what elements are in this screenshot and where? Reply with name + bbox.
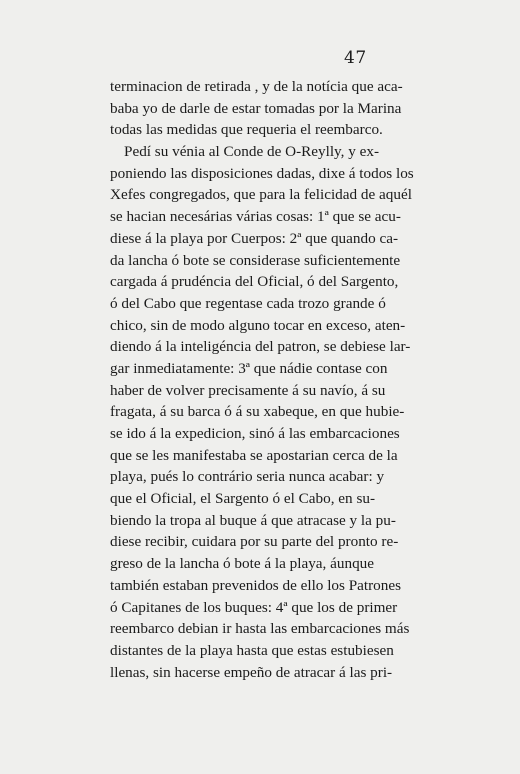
text-line: playa, pués lo contrário seria nunca acabar: y (110, 468, 385, 486)
text-line: chico, sin de modo alguno tocar en exceso, aten- (110, 316, 406, 334)
text-line: se ido á la expedicion, sinó á las embarcaciones (110, 425, 400, 442)
body-text (110, 76, 414, 683)
text-line: reembarco debian ir hasta las embarcaciones más (110, 620, 410, 638)
text-line: terminacion de retirada , y de la notícia que aca- (110, 78, 403, 95)
text-line: ó Capitanes de los buques: 4ª que los de primer (110, 598, 398, 616)
text-line: también estaban prevenidos de ello los Patrones (110, 576, 402, 594)
text-line: baba yo de darle de estar tomadas por la Marina (110, 99, 402, 117)
text-line: ó del Cabo que regentase cada trozo grande ó (110, 294, 386, 312)
text-line: se hacian necesárias várias cosas: 1ª que se acu- (110, 208, 401, 226)
text-line: que el Oficial, el Sargento ó el Cabo, en su- (110, 490, 376, 508)
text-line: llenas, sin hacerse empeño de atracar á las pri- (110, 663, 393, 681)
text-line: todas las medidas que requeria el reembarco. (110, 121, 383, 139)
text-line: distantes de la playa hasta que estas estubiesen (110, 641, 394, 659)
text-line: diese recibir, cuidara por su parte del pronto re- (110, 533, 399, 551)
text-line: gar inmediatamente: 3ª que nádie contase con (110, 359, 388, 377)
text-line: greso de la lancha ó bote á la playa, áunque (110, 555, 374, 573)
text-line: diese á la playa por Cuerpos: 2ª que quando ca- (110, 229, 399, 247)
text-line: diendo á la inteligéncia del patron, se debiese lar- (110, 338, 411, 356)
text-line: que se les manifestaba se apostarian cerca de la (110, 446, 398, 464)
text-line: biendo la tropa al buque á que atracase y la pu- (110, 511, 396, 529)
text-line: haber de volver precisamente á su navío, á su (110, 381, 386, 399)
page-number: 47 (344, 48, 367, 68)
text-line: Pedí su vénia al Conde de O-Reylly, y ex- (124, 143, 380, 161)
text-line: cargada á prudéncia del Oficial, ó del Sargento, (110, 273, 399, 291)
text-line: fragata, á su barca ó á su xabeque, en que hubie- (110, 403, 405, 421)
text-line: Xefes congregados, que para la felicidad de aquél (110, 186, 412, 204)
text-line: poniendo las disposiciones dadas, dixe á todos los (110, 164, 414, 182)
text-line: da lancha ó bote se considerase suficientemente (110, 251, 401, 269)
